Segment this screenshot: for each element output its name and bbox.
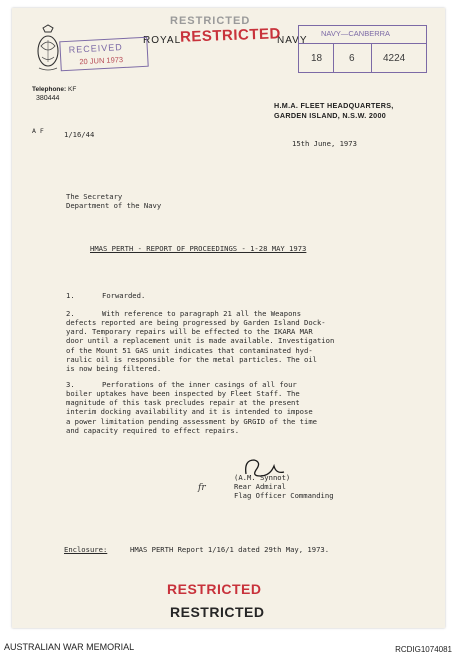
received-label: RECEIVED bbox=[68, 42, 123, 55]
enclosure-text: HMAS PERTH Report 1/16/1 dated 29th May, 1973. bbox=[130, 545, 330, 554]
restricted-stamp-bottom-black: RESTRICTED bbox=[170, 604, 265, 620]
restricted-stamp-bottom-red: RESTRICTED bbox=[167, 581, 262, 597]
para3-line: a power limitation pending assessment by GRGID of the time bbox=[66, 416, 317, 426]
para3-body bbox=[66, 389, 317, 435]
para2-line: of the Mount 51 GAS unit indicates that contaminated hyd- bbox=[66, 345, 313, 355]
addressee-line2: Department of the Navy bbox=[66, 201, 162, 210]
signatory-name: (A.M. Synnot) bbox=[234, 473, 291, 482]
para3-line: and capacity required to effect repairs. bbox=[66, 425, 240, 435]
telephone-label: Telephone: bbox=[32, 86, 67, 93]
sender-initials: A F bbox=[32, 127, 44, 135]
para3-line: magnitude of this task precludes repair at the present bbox=[66, 398, 300, 408]
hq-address-line2: GARDEN ISLAND, N.S.W. 2000 bbox=[274, 111, 387, 120]
para2-line: door until a replacement unit is made available. Investigation bbox=[66, 336, 335, 346]
file-reference: 1/16/44 bbox=[64, 130, 95, 139]
para3-number: 3. bbox=[66, 380, 75, 389]
registry-stamp bbox=[298, 25, 427, 73]
para2-first-line: With reference to paragraph 21 all the Weapons bbox=[102, 309, 302, 318]
signatory-title: Flag Officer Commanding bbox=[234, 491, 334, 500]
navy-crest-icon bbox=[34, 24, 62, 74]
para1-text: Forwarded. bbox=[102, 291, 146, 300]
footer-item-id: RCDIG1074081 bbox=[395, 645, 452, 654]
restricted-faint-heading: RESTRICTED bbox=[170, 15, 251, 27]
org-name-left: ROYAL bbox=[143, 35, 182, 46]
registry-grid bbox=[299, 43, 426, 73]
document-page bbox=[12, 8, 445, 628]
para3-line: boiler uptakes have been inspected by Fleet Staff. The bbox=[66, 389, 300, 398]
received-date: 20 JUN 1973 bbox=[79, 55, 124, 67]
telephone-number: 380444 bbox=[36, 95, 60, 102]
para2-line: yard. Temporary repairs will be effected to the IKARA MAR bbox=[66, 327, 313, 337]
para3-line: interim docking availability and it is intended to impose bbox=[66, 407, 313, 417]
hq-address-line1: H.M.A. FLEET HEADQUARTERS, bbox=[274, 101, 394, 110]
para2-line: defects reported are being progressed by Garden Island Dock- bbox=[66, 318, 326, 327]
telephone-line bbox=[32, 86, 76, 93]
restricted-stamp-top: RESTRICTED bbox=[179, 25, 282, 46]
para1-number: 1. bbox=[66, 291, 75, 300]
para3-first-line: Perforations of the inner casings of all four bbox=[102, 380, 297, 389]
addressee-line1: The Secretary bbox=[66, 192, 123, 201]
received-stamp bbox=[59, 37, 148, 72]
signatory-rank: Rear Admiral bbox=[234, 482, 286, 491]
para2-number: 2. bbox=[66, 309, 75, 318]
footer-source-label: AUSTRALIAN WAR MEMORIAL bbox=[4, 642, 135, 652]
registry-cell-2: 6 bbox=[349, 53, 355, 64]
registry-title: NAVY—CANBERRA bbox=[321, 29, 391, 38]
subject-line: HMAS PERTH - REPORT OF PROCEEDINGS - 1-28 MAY 1973 bbox=[90, 244, 307, 253]
registry-cell-1: 18 bbox=[311, 53, 323, 64]
letter-date: 15th June, 1973 bbox=[292, 139, 357, 148]
org-name-right: NAVY bbox=[277, 35, 308, 46]
registry-cell-3: 4224 bbox=[383, 53, 406, 64]
para2-line: raulic oil is responsible for the metal particles. The oil bbox=[66, 354, 317, 364]
para2-body bbox=[66, 318, 334, 373]
margin-initials: fr bbox=[198, 483, 206, 493]
enclosure-label: Enclosure: bbox=[64, 545, 108, 554]
telephone-ext: KF bbox=[68, 86, 77, 93]
para2-line: is now being filtered. bbox=[66, 364, 162, 374]
